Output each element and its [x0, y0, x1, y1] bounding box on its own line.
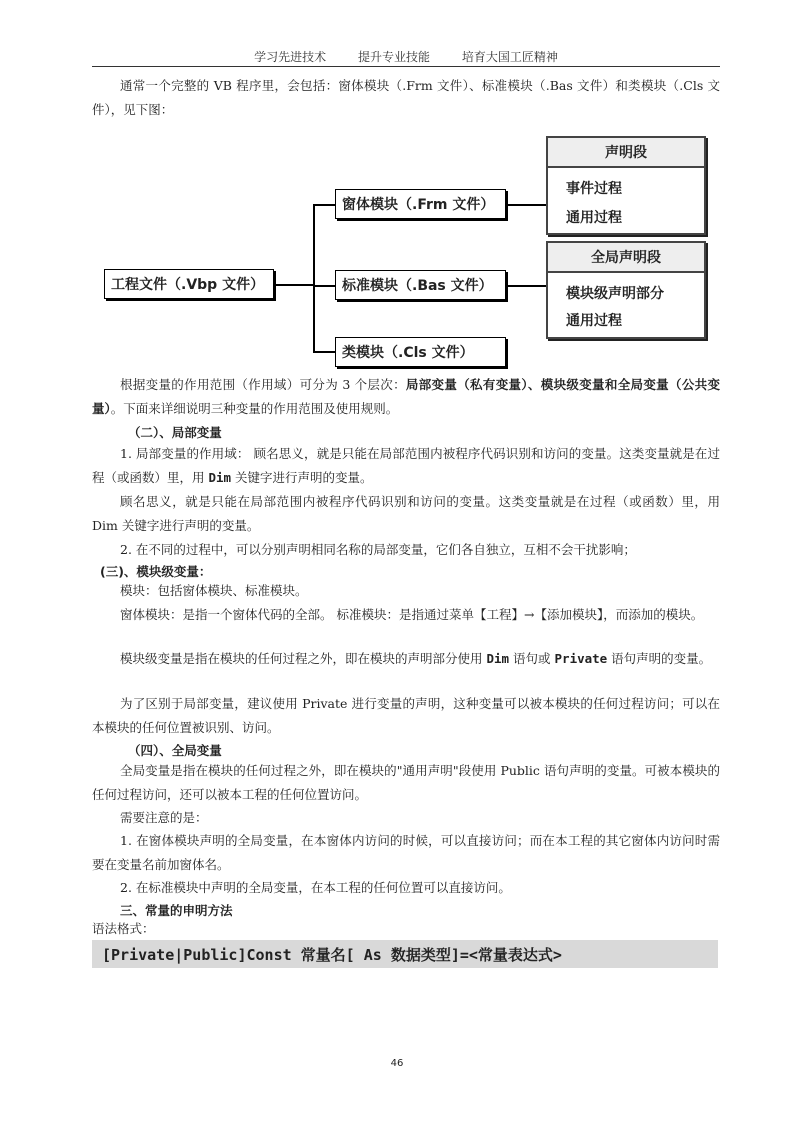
keyword: Dim: [208, 470, 232, 485]
local-var-paragraph-3: 2. 在不同的过程中，可以分别声明相同名称的局部变量，它们各自独立，互相不会干扰影响；: [120, 542, 636, 557]
const-heading: 三、常量的申明方法: [120, 903, 233, 918]
local-var-heading: （二）、局部变量: [128, 425, 222, 440]
module-var-paragraph-4: 为了区别于局部变量，建议使用 Private 进行变量的声明，这种变量可以被本模块的任何过程访问；可以在本模块的任何位置被识别、访问。: [92, 696, 720, 735]
local-var-paragraph-1: [92, 442, 720, 490]
scope-paragraph: [92, 373, 720, 421]
project-file-box: 工程文件（.Vbp 文件）: [104, 269, 274, 299]
text: 语句或: [509, 651, 555, 666]
std-module-detail: [546, 241, 706, 339]
syntax-label: 语法格式：: [92, 921, 155, 936]
module-var-paragraph-3: [92, 647, 720, 671]
text: 1. 局部变量的作用域： 顾名思义，就是只能在局部范围内被程序代码识别和访问的变量。这类变量就是在过程（或函数）里，用: [92, 446, 720, 485]
global-declaration-title: 全局声明段: [548, 243, 704, 273]
connector: [506, 204, 546, 206]
connector: [313, 285, 335, 287]
global-var-paragraph-2: 需要注意的是：: [120, 810, 208, 825]
detail-row: 事件过程: [566, 181, 622, 197]
intro-paragraph: 通常一个完整的 VB 程序里，会包括：窗体模块（.Frm 文件）、标准模块（.Bas 文件）和类模块（.Cls 文件），见下图：: [92, 78, 720, 117]
global-var-paragraph-4: 2. 在标准模块中声明的全局变量，在本工程的任何位置可以直接访问。: [120, 880, 511, 895]
form-module-detail: [546, 136, 706, 235]
connector: [313, 204, 315, 352]
text: 语句声明的变量。: [607, 651, 712, 666]
header-item: 提升专业技能: [357, 50, 430, 64]
page-number: 46: [390, 1058, 404, 1069]
local-var-paragraph-2: 顾名思义，就是只能在局部范围内被程序代码识别和访问的变量。这类变量就是在过程（或函数）里，用 Dim 关键字进行声明的变量。: [92, 494, 720, 533]
class-module-box: 类模块（.Cls 文件）: [335, 337, 506, 367]
text: 。下面来详细说明三种变量的作用范围及使用规则。: [110, 401, 399, 416]
detail-row: 模块级声明部分: [566, 286, 664, 302]
header-item: 培育大国工匠精神: [461, 50, 558, 64]
detail-row: 通用过程: [566, 210, 622, 226]
std-module-box: 标准模块（.Bas 文件）: [335, 270, 506, 300]
global-var-paragraph-3: 1. 在窗体模块声明的全局变量，在本窗体内访问的时候，可以直接访问；而在本工程的其它窗体内访问时需要在变量名前加窗体名。: [92, 833, 720, 872]
bold-text: 局部变量（私有变量）、模块级变量和全局变量（公共变量）: [92, 377, 720, 416]
global-var-paragraph-1: 全局变量是指在模块的任何过程之外，即在模块的"通用声明"段使用 Public 语句声明的变量。可被本模块的任何过程访问，还可以被本工程的任何位置访问。: [92, 763, 720, 802]
text: 模块级变量是指在模块的任何过程之外，即在模块的声明部分使用: [120, 651, 487, 666]
page-header: [92, 48, 720, 65]
keyword: Private: [554, 651, 608, 666]
form-module-box: 窗体模块（.Frm 文件）: [335, 189, 506, 219]
module-var-heading: (三)、模块级变量：: [100, 564, 212, 579]
detail-row: 通用过程: [566, 313, 622, 329]
text: 关键字进行声明的变量。: [231, 470, 373, 485]
text: 根据变量的作用范围（作用域）可分为 3 个层次：: [120, 377, 406, 392]
header-item: 学习先进技术: [254, 50, 327, 64]
module-var-paragraph-2: 窗体模块：是指一个窗体代码的全部。 标准模块：是指通过菜单【工程】→【添加模块】，而添加的模块。: [120, 607, 704, 622]
keyword: Dim: [486, 651, 510, 666]
declaration-section-title: 声明段: [548, 138, 704, 168]
connector: [313, 351, 335, 353]
global-var-heading: （四）、全局变量: [128, 743, 222, 758]
header-rule: [92, 66, 720, 67]
const-syntax-code: [Private|Public]Const 常量名[ As 数据类型]=<常量表达式>: [92, 940, 718, 968]
connector: [506, 285, 546, 287]
connector: [313, 204, 335, 206]
module-var-paragraph-1: 模块：包括窗体模块、标准模块。: [120, 583, 308, 598]
connector: [274, 284, 314, 286]
